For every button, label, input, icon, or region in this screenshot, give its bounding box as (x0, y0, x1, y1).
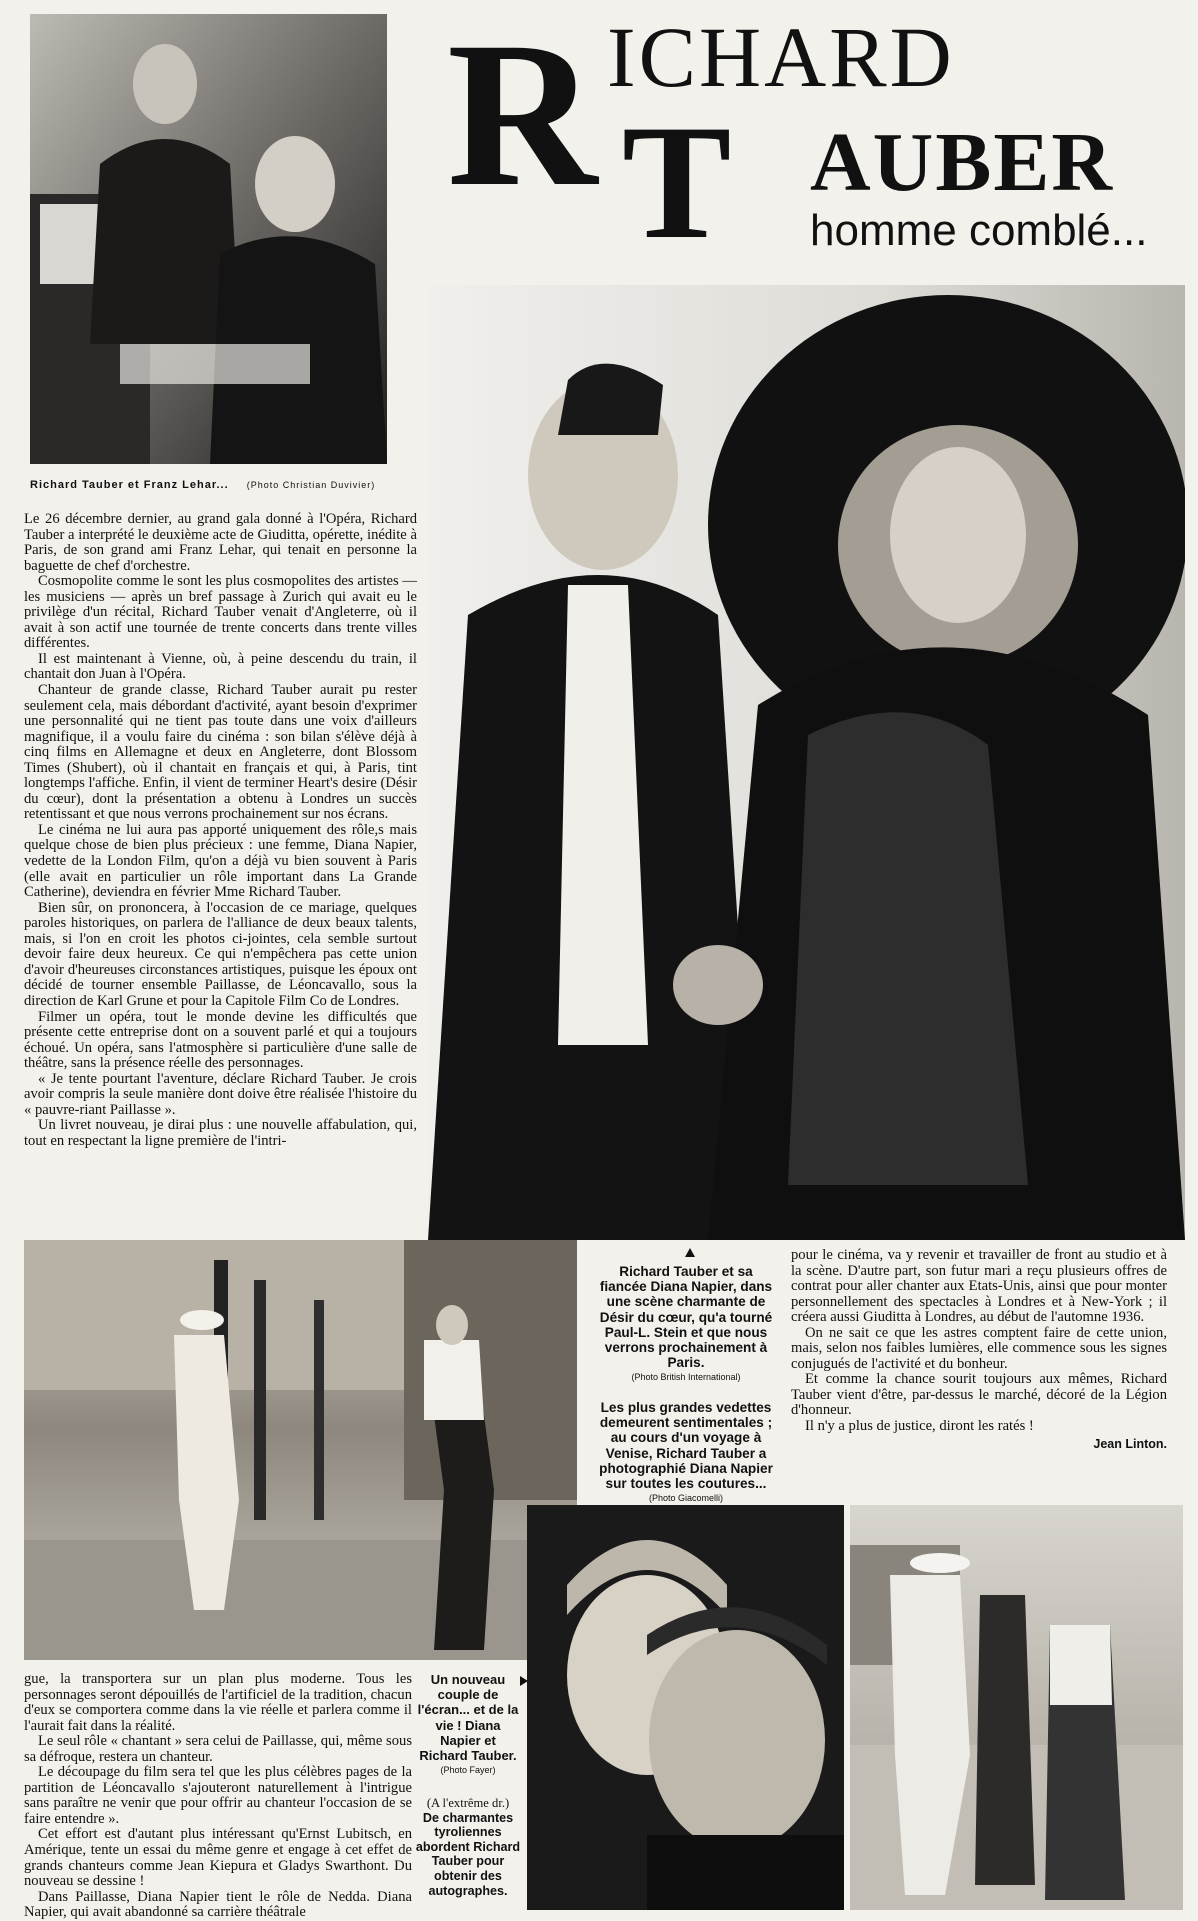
caption-arrow-right-icon (520, 1676, 528, 1686)
caption-credit: (Photo British International) (631, 1372, 741, 1383)
caption-tauber-lehar (30, 478, 400, 493)
paragraph: Le 26 décembre dernier, au grand gala donné à l'Opéra, Richard Tauber a interprété le deuxième acte de Giuditta, opérette, inédite à Paris, de son grand ami Franz Lehar, qui tenait en personne la baguette de chef d'orchestre. (24, 511, 417, 574)
paragraph: Le seul rôle « chantant » sera celui de Paillasse, qui, même sous sa défroque, restera un chanteur. (24, 1733, 412, 1765)
article-column-2 (24, 1672, 412, 1921)
title-first-initial: R (447, 0, 596, 229)
paragraph: « Je tente pourtant l'aventure, déclare Richard Tauber. Je crois avoir compris la seule manière dont doive être réalisée l'histoire du « pauvre-riant Paillasse ». (24, 1070, 417, 1118)
title-first-rest: ICHARD (607, 9, 955, 105)
paragraph: Filmer un opéra, tout le monde devine les difficultés que présente cette entreprise dont on a souvent parlé et qui a toujours échoué. Un opéra, sans l'atmosphère si particulière d'une salle de théâtre, sans la présence réelle des personnages. (24, 1008, 417, 1072)
paragraph: pour le cinéma, va y revenir et travailler de front au studio et à la scène. D'autre part, son futur mari a reçu plusieurs offres de contrat pour aller chanter aux Etats-Unis, ainsi que pour monter personnellement des spectacles à Londres et à New-York ; il créera aussi Giuditta à Londres, au début de l'automne 1936. (791, 1247, 1167, 1326)
paragraph: Cosmopolite comme le sont les plus cosmopolites des artistes — les musiciens — après un bref passage à Zurich qui avait eu le privilège d'un récital, Richard Tauber venait d'Angleterre, où il avait à son actif une tournée de trente concerts dans trente villes différentes. (24, 573, 417, 652)
paragraph: Il est maintenant à Vienne, où, à peine descendu du train, il chantait don Juan à l'Opéra. (24, 650, 417, 683)
photo-venise (24, 1240, 577, 1660)
title-last-rest: AUBER (810, 116, 1115, 209)
caption-text: Richard Tauber et sa fiancée Diana Napier, dans une scène charmante de Désir du cœur, qu'a tourné Paul-L. Stein et que nous verrons prochainement à Paris. (599, 1264, 773, 1371)
photo-autographes (850, 1505, 1183, 1910)
caption-venise (597, 1400, 775, 1506)
paragraph: Chanteur de grande classe, Richard Tauber aurait pu rester seulement cela, mais débordant d'activité, ayant besoin d'exprimer une personnalité qui ne tient pas toute dans une voix d'ailleurs magnifique, il a voulu faire du cinéma : son bilan s'élève déjà à cinq films en Allemagne et deux en Angleterre, dont Blossom Times (Shubert), où il chantait en français et qui, à Paris, tint longtemps l'affiche. Enfin, il vient de terminer Heart's desire (Désir du cœur), dont la présentation a obtenu à Londres un succès retentissant et que nous verrons prochainement sur nos écrans. (24, 682, 417, 823)
paragraph: Et comme la chance sourit toujours aux mêmes, Richard Tauber vient d'être, par-dessus le marché, décoré de la Légion d'honneur. (791, 1371, 1167, 1419)
caption-text: De charmantes tyroliennes abordent Richard Tauber pour obtenir des autographes. (415, 1810, 521, 1898)
paragraph: Le découpage du film sera tel que les plus célèbres pages de la partition de Léoncavallo s'ajouteront naturellement à l'intrigue sans paraître ne venir que pour offrir au chanteur l'occasion de se faire entendre ». (24, 1764, 412, 1827)
paragraph: gue, la transportera sur un plan plus moderne. Tous les personnages seront dépouillés de l'artificiel de la tradition, chacun d'eux se comportera comme dans la vie réelle et parlera comme il l'aurait fait dans la réalité. (24, 1671, 412, 1734)
caption-text: Un nouveau couple de l'écran... et de la vie ! Diana Napier et Richard Tauber. (417, 1672, 519, 1764)
signature: Jean Linton. (1093, 1436, 1167, 1451)
paragraph: Dans Paillasse, Diana Napier tient le rôle de Nedda. Diana Napier, qui avait abandonné sa carrière théâtrale (24, 1888, 412, 1921)
paragraph: Il n'y a plus de justice, diront les ratés ! (805, 1418, 1034, 1435)
caption-arrow-icon (685, 1248, 695, 1257)
caption-credit: (Photo Giacomelli) (648, 1493, 724, 1504)
caption-prefix: (A l'extrême dr.) (426, 1796, 510, 1810)
paragraph: Le cinéma ne lui aura pas apporté uniquement des rôle,s mais quelque chose de bien plus précieux : une femme, Diana Napier, vedette de la London Film, qu'on a déjà vu bien souvent à Paris (elle avait en particulier un rôle important dans La Grande Catherine), deviendra en février Mme Richard Tauber. (24, 821, 417, 901)
paragraph: Un livret nouveau, je dirai plus : une nouvelle affabulation, qui, tout en respectant la ligne première de l'intri- (24, 1117, 417, 1149)
caption-text: Les plus grandes vedettes demeurent sentimentales ; au cours d'un voyage à Venise, Richard Tauber a photographié Diana Napier sur toutes les coutures... (599, 1400, 773, 1492)
paragraph: Cet effort est d'autant plus intéressant qu'Ernst Lubitsch, en Amérique, tente un essai du même genre et engage à cet effet de grands chanteurs comme Jean Kiepura et Gladys Swarthont. Du nouveau se dessine ! (24, 1826, 412, 1890)
title-last-initial: T (622, 92, 732, 273)
paragraph: On ne sait ce que les astres comptent faire de cette union, mais, selon nos faibles lumières, elle commence sous les signes conjugués de l'activité et du bonheur. (791, 1324, 1167, 1372)
caption-couple (416, 1672, 520, 1778)
caption-autographes (412, 1796, 524, 1898)
article-column-3 (791, 1248, 1167, 1452)
article-column-1 (24, 512, 417, 1149)
paragraph: Bien sûr, on prononcera, à l'occasion de ce mariage, quelques paroles historiques, on parlera de l'alliance de deux beaux talents, mais, si l'on en croit les photos ci-jointes, cela semble surtout devoir faire deux heureux. Ce qui n'empêchera pas cette union d'avoir d'heureuses circonstances artistiques, puisque les époux ont décidé de tourner ensemble Paillasse, de Léoncavallo, sous la direction de Karl Grune et pour la Capitole Film Co de Londres. (24, 899, 417, 1009)
caption-credit: (Photo Fayer) (440, 1765, 496, 1776)
caption-credit: (Photo Christian Duvivier) (246, 480, 376, 490)
photo-tauber-lehar (30, 14, 387, 464)
photo-main-couple (428, 285, 1185, 1240)
title-subtitle: homme comblé... (810, 206, 1148, 255)
caption-text: Richard Tauber et Franz Lehar... (30, 479, 229, 491)
caption-main-couple (597, 1264, 775, 1386)
photo-couple-portrait (527, 1505, 844, 1910)
